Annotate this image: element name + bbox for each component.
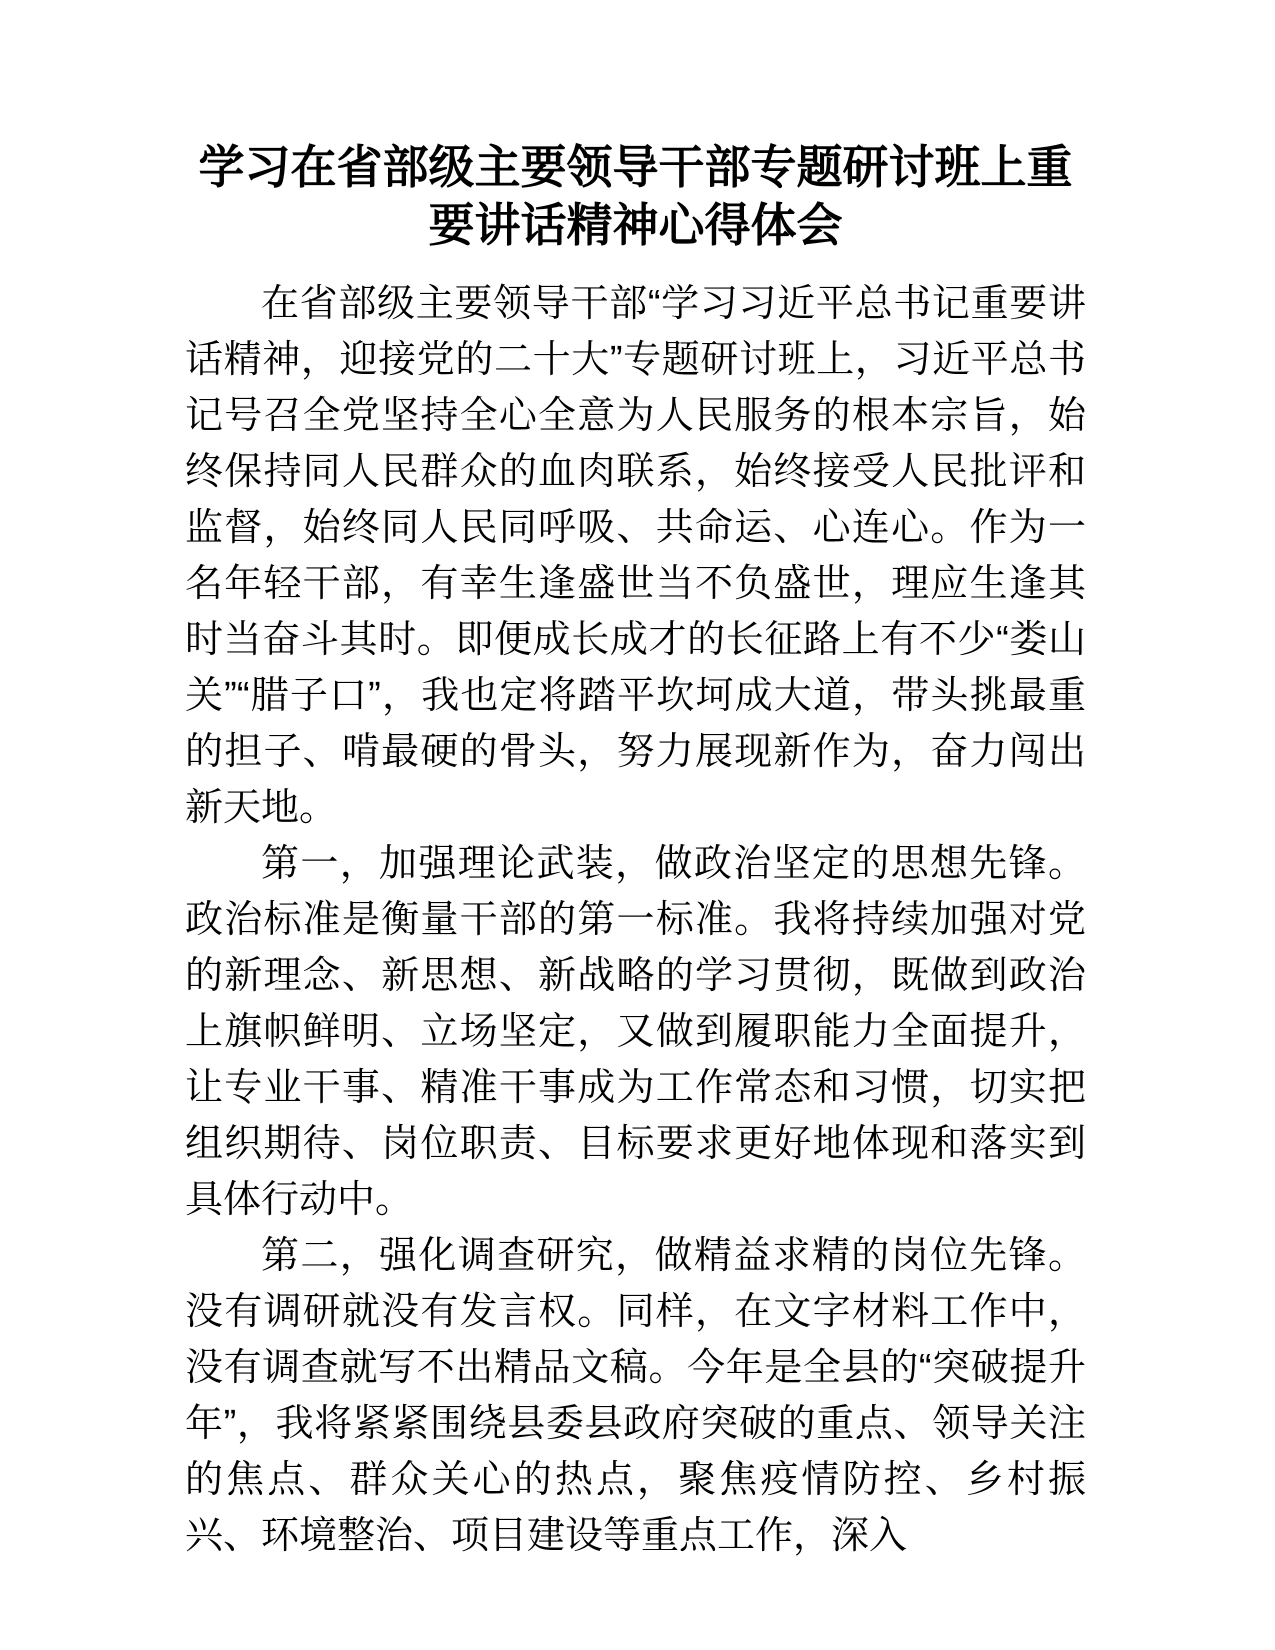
paragraph-point-one: 第一，加强理论武装，做政治坚定的思想先锋。政治标准是衡量干部的第一标准。我将持续加强对党的新理念、新思想、新战略的学习贯彻，既做到政治上旗帜鲜明、立场坚定，又做到履职能力全面提升，让专业干事、精准干事成为工作常态和习惯，切实把组织期待、岗位职责、目标要求更好地体现和落实到具体行动中。 <box>185 843 1086 1221</box>
paragraph-intro: 在省部级主要领导干部“学习习近平总书记重要讲话精神，迎接党的二十大”专题研讨班上，习近平总书记号召全党坚持全心全意为人民服务的根本宗旨，始终保持同人民群众的血肉联系，始终接受人民批评和监督，始终同人民同呼吸、共命运、心连心。作为一名年轻干部，有幸生逢盛世当不负盛世，理应生逢其时当奋斗其时。即便成长成才的长征路上有不少“娄山关”“腊子口”，我也定将踏平坎坷成大道，带头挑最重的担子、啃最硬的骨头，努力展现新作为，奋力闯出新天地。 <box>185 283 1086 829</box>
page-title: 学习在省部级主要领导干部专题研讨班上重要讲话精神心得体会 <box>198 141 1073 251</box>
paragraph-point-two: 第二，强化调查研究，做精益求精的岗位先锋。没有调研就没有发言权。同样，在文字材料工作中，没有调查就写不出精品文稿。今年是全县的“突破提升年”，我将紧紧围绕县委县政府突破的重点、领导关注的焦点、群众关心的热点，聚焦疫情防控、乡村振兴、环境整治、项目建设等重点工作，深入 <box>185 1235 1086 1557</box>
document-body <box>185 138 1086 1564</box>
